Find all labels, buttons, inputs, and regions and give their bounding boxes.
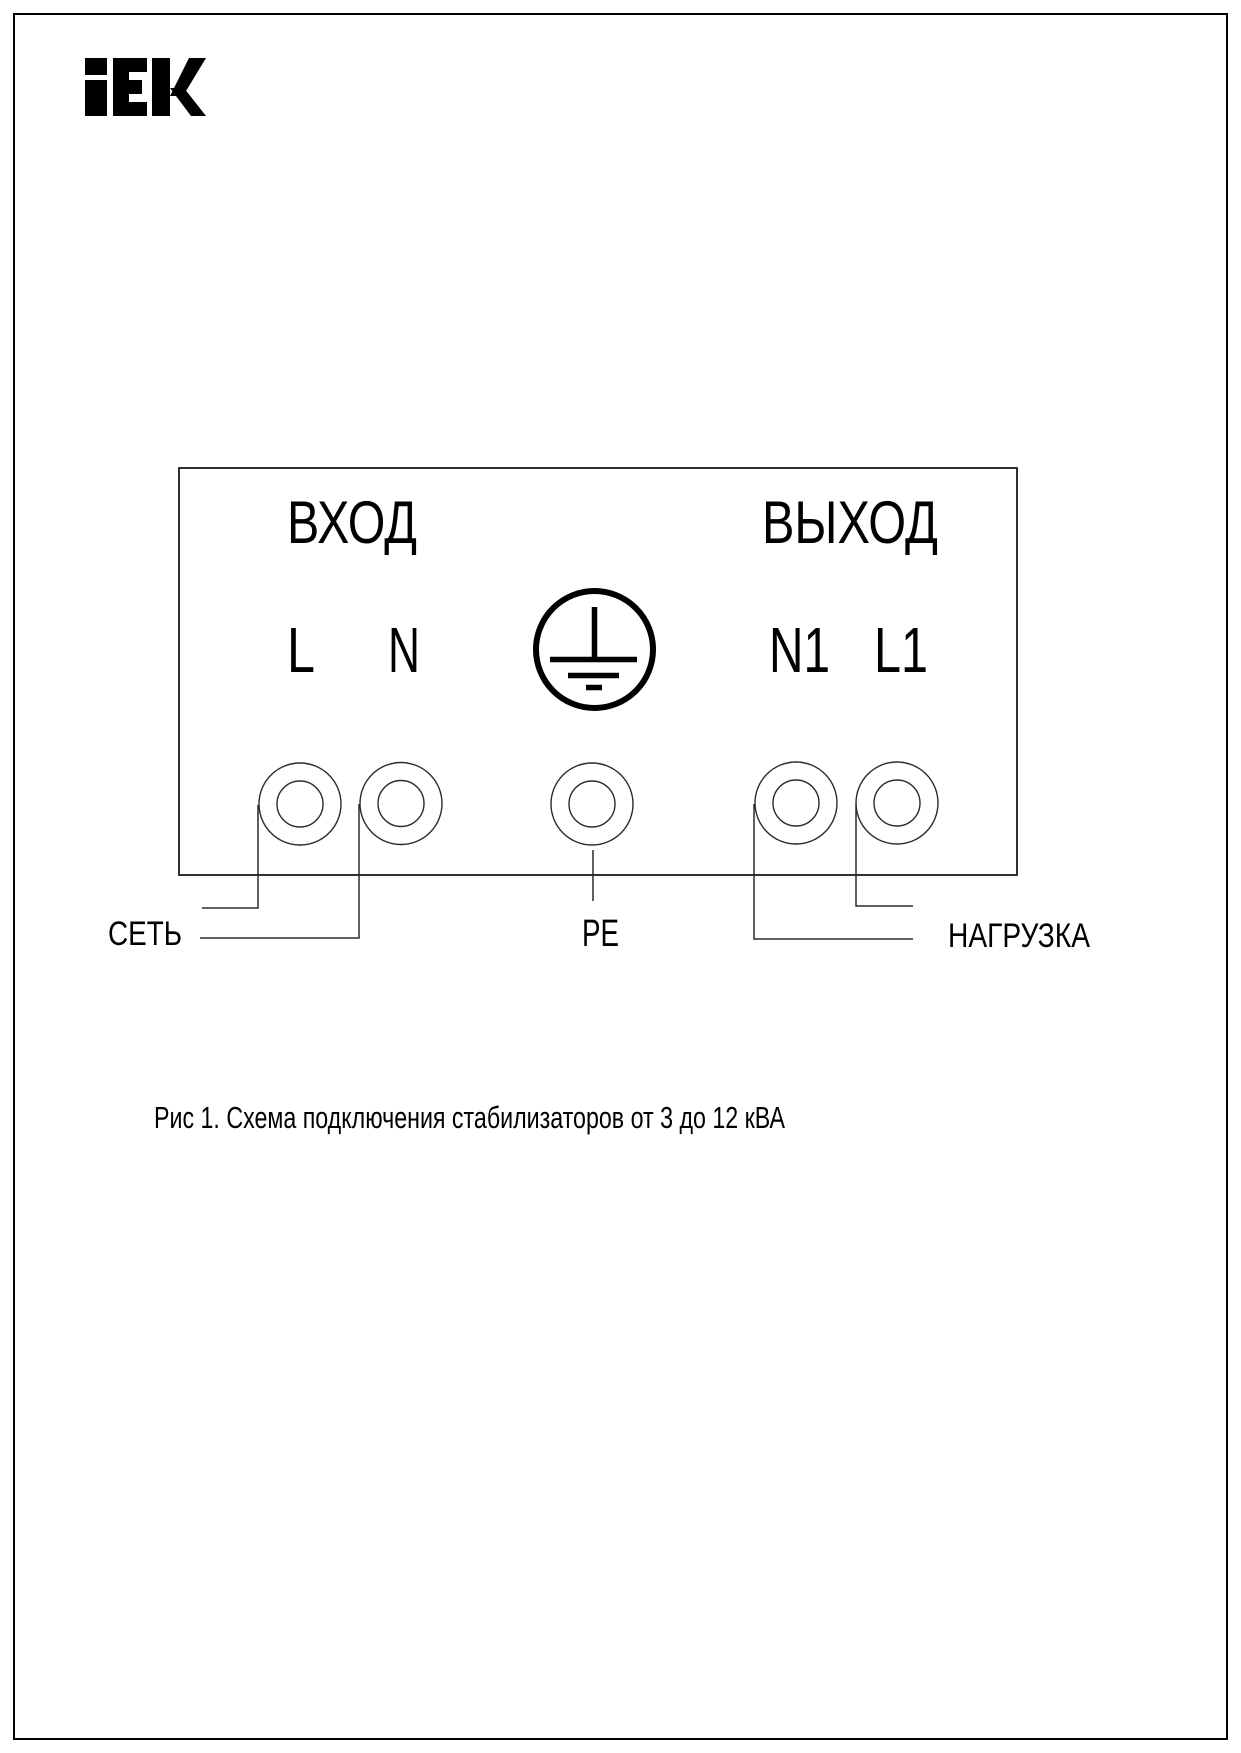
terminal-label-l: L	[287, 614, 315, 686]
terminal-l1-inner	[874, 780, 920, 826]
terminal-n	[360, 763, 442, 845]
logo-i-dot	[85, 58, 107, 75]
terminal-label-l1: L1	[874, 614, 928, 686]
terminal-pe	[551, 763, 633, 845]
terminal-n1	[755, 762, 837, 844]
logo-k-stem	[152, 58, 170, 116]
logo-i-body	[85, 80, 107, 116]
pe-label: PE	[582, 913, 619, 955]
terminal-l-outer	[259, 763, 341, 845]
figure-caption: Рис 1. Схема подключения стабилизаторов от 3 до 12 кВА	[154, 1100, 786, 1135]
protective-earth-icon	[536, 591, 653, 708]
terminal-label-n: N	[388, 614, 420, 686]
terminal-pe-inner	[569, 781, 615, 827]
terminal-l-inner	[277, 781, 323, 827]
terminal-pe-outer	[551, 763, 633, 845]
output-heading: ВЫХОД	[762, 489, 938, 556]
page-border	[14, 14, 1227, 1739]
terminal-l	[259, 763, 341, 845]
terminal-n-outer	[360, 763, 442, 845]
wire-l-to-mains	[202, 805, 258, 908]
mains-label: СЕТЬ	[108, 915, 182, 953]
input-heading: ВХОД	[287, 489, 417, 556]
iek-logo	[85, 58, 206, 116]
terminal-n1-inner	[773, 780, 819, 826]
terminals	[259, 762, 938, 845]
terminal-n1-outer	[755, 762, 837, 844]
terminal-n-inner	[378, 781, 424, 827]
logo-k-lower-arm	[170, 88, 206, 116]
load-label: НАГРУЗКА	[948, 917, 1091, 955]
terminal-l1	[856, 762, 938, 844]
terminal-label-n1: N1	[769, 614, 830, 686]
wire-l1-to-load	[856, 804, 913, 906]
wiring-diagram	[108, 468, 1090, 955]
terminal-l1-outer	[856, 762, 938, 844]
logo-e	[113, 58, 147, 116]
